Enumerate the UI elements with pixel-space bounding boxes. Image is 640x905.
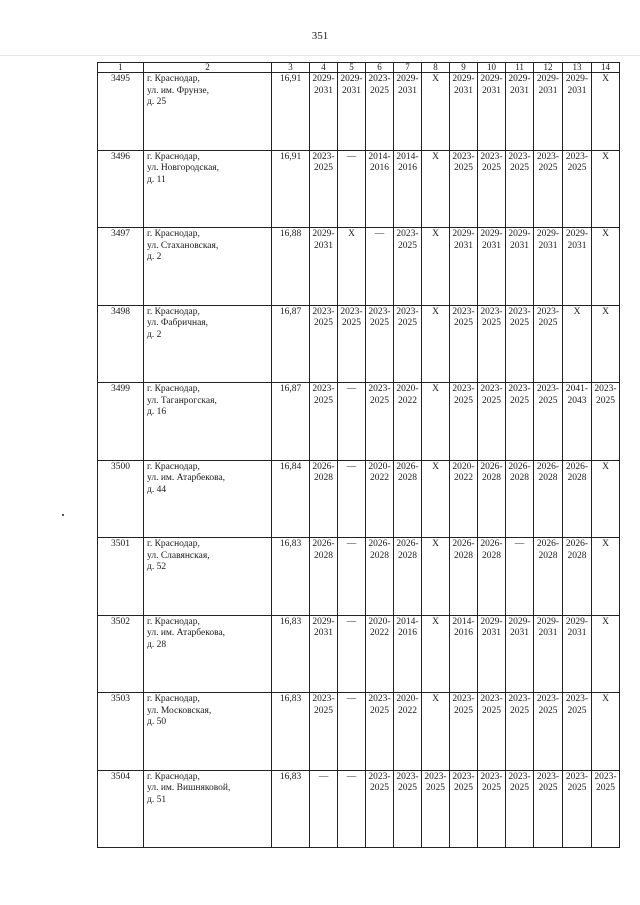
period-cell: 2014-2016: [394, 150, 422, 228]
period-cell: 2023-2025: [394, 228, 422, 306]
period-cell: 2023-2025: [422, 770, 450, 848]
period-cell: 2026-2028: [563, 538, 592, 616]
column-number: 14: [592, 63, 620, 73]
period-cell: 2029-2031: [310, 228, 338, 306]
column-number: 4: [310, 63, 338, 73]
period-cell: 2023-2025: [310, 693, 338, 771]
period-cell: X: [422, 305, 450, 383]
period-cell: 2020-2022: [394, 383, 422, 461]
period-cell: 2026-2028: [310, 460, 338, 538]
period-cell: 2023-2025: [563, 770, 592, 848]
table-row: [98, 228, 620, 306]
address-line: ул. Таганрогская,: [147, 395, 217, 406]
address-line: г. Краснодар,: [147, 384, 200, 394]
table-row: [98, 383, 620, 461]
period-cell: 2026-2028: [563, 460, 592, 538]
column-number: 10: [478, 63, 506, 73]
period-cell: 2014-2016: [450, 615, 478, 693]
period-cell: 2029-2031: [394, 73, 422, 151]
period-cell: 2023-2025: [478, 305, 506, 383]
address-line: г. Краснодар,: [147, 461, 200, 472]
value-cell: 16,83: [272, 693, 310, 771]
period-cell: 2023-2025: [592, 383, 620, 461]
column-number: 1: [98, 63, 144, 73]
row-number: 3504: [98, 770, 144, 848]
scan-speck: [62, 514, 64, 516]
address-line: г. Краснодар,: [147, 694, 200, 704]
period-cell: —: [338, 615, 366, 693]
address-cell: [144, 383, 272, 461]
period-cell: 2029-2031: [450, 228, 478, 306]
row-number: 3501: [98, 538, 144, 616]
period-cell: X: [422, 383, 450, 461]
address-cell: [144, 228, 272, 306]
table-row: [98, 150, 620, 228]
period-cell: 2014-2016: [394, 615, 422, 693]
column-number: 5: [338, 63, 366, 73]
period-cell: 2023-2025: [366, 73, 394, 151]
period-cell: 2023-2025: [394, 305, 422, 383]
period-cell: X: [563, 305, 592, 383]
address-line: д. 25: [147, 97, 167, 107]
row-number: 3497: [98, 228, 144, 306]
table-row: [98, 538, 620, 616]
address-line: д. 44: [147, 484, 167, 495]
address-cell: [144, 615, 272, 693]
period-cell: 2029-2031: [450, 73, 478, 151]
period-cell: 2029-2031: [534, 228, 563, 306]
period-cell: 2029-2031: [310, 73, 338, 151]
page-number: 351: [311, 30, 329, 42]
period-cell: 2020-2022: [394, 693, 422, 771]
period-cell: 2023-2025: [534, 150, 563, 228]
period-cell: X: [422, 150, 450, 228]
address-line: ул. Стахановская,: [147, 240, 219, 251]
address-line: ул. им. Фрунзе,: [147, 85, 209, 96]
address-line: г. Краснодар,: [147, 771, 200, 782]
period-cell: 2023-2025: [450, 305, 478, 383]
address-cell: [144, 150, 272, 228]
period-cell: 2023-2025: [506, 693, 534, 771]
row-number: 3499: [98, 383, 144, 461]
period-cell: 2023-2025: [506, 150, 534, 228]
address-line: ул. Фабричная,: [147, 318, 209, 328]
period-cell: X: [422, 228, 450, 306]
period-cell: 2023-2025: [450, 770, 478, 848]
table-row: [98, 770, 620, 848]
period-cell: 2020-2022: [450, 460, 478, 538]
period-cell: 2023-2025: [394, 770, 422, 848]
period-cell: 2023-2025: [478, 770, 506, 848]
column-number: 11: [506, 63, 534, 73]
address-cell: [144, 305, 272, 383]
value-cell: 16,84: [272, 460, 310, 538]
period-cell: 2026-2028: [478, 460, 506, 538]
period-cell: 2026-2028: [394, 460, 422, 538]
period-cell: 2023-2025: [310, 305, 338, 383]
address-line: д. 2: [147, 329, 162, 340]
row-number: 3502: [98, 615, 144, 693]
period-cell: 2026-2028: [450, 538, 478, 616]
period-cell: —: [506, 538, 534, 616]
period-cell: 2041-2043: [563, 383, 592, 461]
column-number: 13: [563, 63, 592, 73]
address-line: д. 11: [147, 174, 166, 185]
row-number: 3500: [98, 460, 144, 538]
period-cell: 2023-2025: [338, 305, 366, 383]
row-number: 3498: [98, 305, 144, 383]
period-cell: 2029-2031: [506, 615, 534, 693]
table-row: [98, 73, 620, 151]
period-cell: 2023-2025: [450, 693, 478, 771]
row-number: 3495: [98, 73, 144, 151]
value-cell: 16,91: [272, 73, 310, 151]
column-number: 6: [366, 63, 394, 73]
period-cell: 2029-2031: [563, 615, 592, 693]
period-cell: 2023-2025: [592, 770, 620, 848]
column-number: 2: [144, 63, 272, 73]
address-line: ул. Московская,: [147, 705, 212, 716]
period-cell: —: [338, 150, 366, 228]
address-line: ул. Новгородская,: [147, 163, 220, 173]
address-line: ул. им. Атарбекова,: [147, 628, 226, 638]
period-cell: —: [338, 538, 366, 616]
address-line: г. Краснодар,: [147, 306, 200, 317]
period-cell: 2023-2025: [563, 150, 592, 228]
period-cell: X: [592, 228, 620, 306]
period-cell: 2023-2025: [450, 150, 478, 228]
address-cell: [144, 73, 272, 151]
period-cell: 2023-2025: [534, 693, 563, 771]
period-cell: 2023-2025: [506, 383, 534, 461]
period-cell: X: [592, 73, 620, 151]
table-row: [98, 693, 620, 771]
period-cell: 2029-2031: [506, 73, 534, 151]
table-row: [98, 615, 620, 693]
period-cell: X: [422, 693, 450, 771]
period-cell: 2029-2031: [310, 615, 338, 693]
period-cell: 2023-2025: [310, 383, 338, 461]
period-cell: 2029-2031: [563, 228, 592, 306]
period-cell: 2026-2028: [310, 538, 338, 616]
period-cell: 2026-2028: [478, 538, 506, 616]
column-number: 7: [394, 63, 422, 73]
period-cell: X: [422, 73, 450, 151]
period-cell: 2023-2025: [534, 383, 563, 461]
address-line: д. 50: [147, 717, 167, 727]
period-cell: 2020-2022: [366, 460, 394, 538]
period-cell: 2023-2025: [478, 383, 506, 461]
address-cell: [144, 770, 272, 848]
column-number: 12: [534, 63, 563, 73]
period-cell: X: [422, 538, 450, 616]
period-cell: 2026-2028: [394, 538, 422, 616]
value-cell: 16,91: [272, 150, 310, 228]
row-number: 3496: [98, 150, 144, 228]
value-cell: 16,83: [272, 770, 310, 848]
period-cell: 2029-2031: [478, 615, 506, 693]
address-line: ул. им. Вишняковой,: [147, 783, 231, 793]
header-separator: [0, 55, 640, 56]
address-line: ул. Славянская,: [147, 550, 210, 561]
address-cell: [144, 693, 272, 771]
period-cell: 2014-2016: [366, 150, 394, 228]
address-line: г. Краснодар,: [147, 151, 200, 162]
address-line: г. Краснодар,: [147, 539, 200, 549]
value-cell: 16,87: [272, 305, 310, 383]
period-cell: 2029-2031: [338, 73, 366, 151]
period-cell: —: [338, 770, 366, 848]
period-cell: —: [338, 693, 366, 771]
value-cell: 16,87: [272, 383, 310, 461]
column-number: 3: [272, 63, 310, 73]
period-cell: —: [310, 770, 338, 848]
period-cell: 2020-2022: [366, 615, 394, 693]
address-line: д. 2: [147, 252, 162, 262]
period-cell: 2023-2025: [534, 305, 563, 383]
period-cell: —: [338, 383, 366, 461]
column-number: 8: [422, 63, 450, 73]
period-cell: 2029-2031: [506, 228, 534, 306]
period-cell: 2029-2031: [563, 73, 592, 151]
address-line: д. 52: [147, 562, 167, 572]
address-cell: [144, 460, 272, 538]
table-body: [98, 73, 620, 848]
period-cell: X: [338, 228, 366, 306]
period-cell: X: [592, 305, 620, 383]
period-cell: X: [592, 538, 620, 616]
period-cell: —: [338, 460, 366, 538]
period-cell: 2023-2025: [450, 383, 478, 461]
address-line: ул. им. Атарбекова,: [147, 473, 226, 483]
address-line: г. Краснодар,: [147, 74, 200, 84]
period-cell: X: [422, 615, 450, 693]
period-cell: X: [422, 460, 450, 538]
address-line: г. Краснодар,: [147, 616, 200, 627]
period-cell: 2023-2025: [366, 305, 394, 383]
address-cell: [144, 538, 272, 616]
period-cell: 2023-2025: [506, 305, 534, 383]
period-cell: 2029-2031: [534, 73, 563, 151]
column-number-row: [98, 63, 620, 73]
value-cell: 16,88: [272, 228, 310, 306]
period-cell: 2023-2025: [478, 693, 506, 771]
period-cell: 2023-2025: [563, 693, 592, 771]
period-cell: 2023-2025: [366, 693, 394, 771]
address-line: д. 51: [147, 794, 167, 805]
table-row: [98, 305, 620, 383]
period-cell: 2026-2028: [534, 538, 563, 616]
period-cell: 2023-2025: [310, 150, 338, 228]
address-line: д. 16: [147, 407, 167, 417]
period-cell: 2023-2025: [534, 770, 563, 848]
table-row: [98, 460, 620, 538]
column-number: 9: [450, 63, 478, 73]
period-cell: X: [592, 693, 620, 771]
address-line: г. Краснодар,: [147, 229, 200, 239]
period-cell: —: [366, 228, 394, 306]
period-cell: X: [592, 150, 620, 228]
period-cell: 2026-2028: [506, 460, 534, 538]
value-cell: 16,83: [272, 538, 310, 616]
period-cell: 2029-2031: [478, 228, 506, 306]
value-cell: 16,83: [272, 615, 310, 693]
period-cell: 2026-2028: [534, 460, 563, 538]
period-cell: 2029-2031: [478, 73, 506, 151]
period-cell: X: [592, 460, 620, 538]
row-number: 3503: [98, 693, 144, 771]
period-cell: 2023-2025: [366, 383, 394, 461]
period-cell: 2023-2025: [506, 770, 534, 848]
period-cell: 2026-2028: [366, 538, 394, 616]
housing-repair-table: [97, 62, 620, 848]
address-line: д. 28: [147, 639, 167, 650]
period-cell: 2023-2025: [366, 770, 394, 848]
period-cell: X: [592, 615, 620, 693]
period-cell: 2023-2025: [478, 150, 506, 228]
period-cell: 2029-2031: [534, 615, 563, 693]
